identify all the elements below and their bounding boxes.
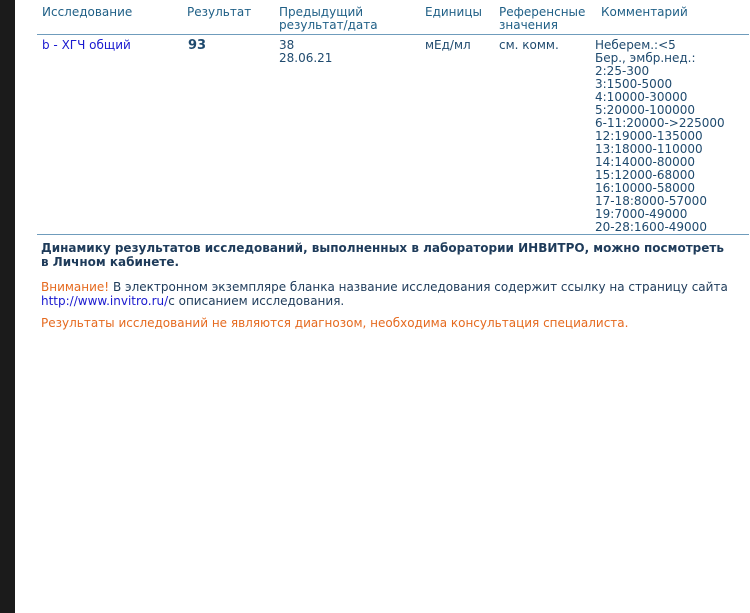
- attention-text: В электронном экземпляре бланка название исследования содержит ссылку на страницу сайта: [109, 280, 728, 294]
- comment-line: 4:10000-30000: [595, 90, 688, 104]
- lab-report-page: [15, 0, 750, 613]
- header-result: Результат: [187, 5, 252, 19]
- comment-line: 6-11:20000->225000: [595, 116, 725, 130]
- test-name-cell: [42, 39, 131, 52]
- header-units: Единицы: [425, 5, 482, 19]
- comment-line: 13:18000-110000: [595, 142, 703, 156]
- result-value: 93: [188, 38, 207, 53]
- comment-line: Неберем.:<5: [595, 38, 676, 52]
- url-suffix: с описанием исследования.: [168, 294, 345, 308]
- comment-line: 15:12000-68000: [595, 168, 695, 182]
- comment-line: 16:10000-58000: [595, 181, 695, 195]
- comment-cell: [595, 39, 725, 234]
- comment-line: 5:20000-100000: [595, 103, 695, 117]
- row-divider: [37, 234, 749, 235]
- previous-value: 38: [279, 38, 295, 52]
- units-value: мЕд/мл: [425, 38, 471, 52]
- attention-label: Внимание!: [41, 280, 110, 294]
- disclaimer-notice: Результаты исследований не являются диагнозом, необходима консультация специалиста.: [41, 316, 629, 330]
- comment-line: 2:25-300: [595, 64, 650, 78]
- previous-result-cell: [279, 39, 332, 65]
- header-divider: [37, 34, 749, 35]
- comment-line: 17-18:8000-57000: [595, 194, 707, 208]
- test-name-link[interactable]: b - ХГЧ общий: [42, 38, 131, 52]
- header-previous: [279, 6, 378, 32]
- comment-line: Бер., эмбр.нед.:: [595, 51, 696, 65]
- header-reference: [499, 6, 585, 32]
- header-reference-line2: значения: [499, 18, 558, 32]
- header-reference-line1: Референсные: [499, 5, 586, 19]
- comment-line: 20-28:1600-49000: [595, 220, 707, 234]
- reference-value: см. комм.: [499, 38, 559, 52]
- header-previous-line2: результат/дата: [279, 18, 378, 32]
- header-test: Исследование: [42, 5, 133, 19]
- header-comment: Комментарий: [601, 5, 688, 19]
- comment-line: 14:14000-80000: [595, 155, 695, 169]
- comment-line: 12:19000-135000: [595, 129, 703, 143]
- invitro-url-link[interactable]: http://www.invitro.ru/: [41, 294, 169, 308]
- previous-date: 28.06.21: [279, 51, 333, 65]
- dynamics-notice: Динамику результатов исследований, выполненных в лаборатории ИНВИТРО, можно посмотреть в Личном кабинете.: [41, 241, 724, 269]
- attention-notice: [41, 280, 741, 308]
- comment-line: 3:1500-5000: [595, 77, 673, 91]
- comment-line: 19:7000-49000: [595, 207, 688, 221]
- header-previous-line1: Предыдущий: [279, 5, 364, 19]
